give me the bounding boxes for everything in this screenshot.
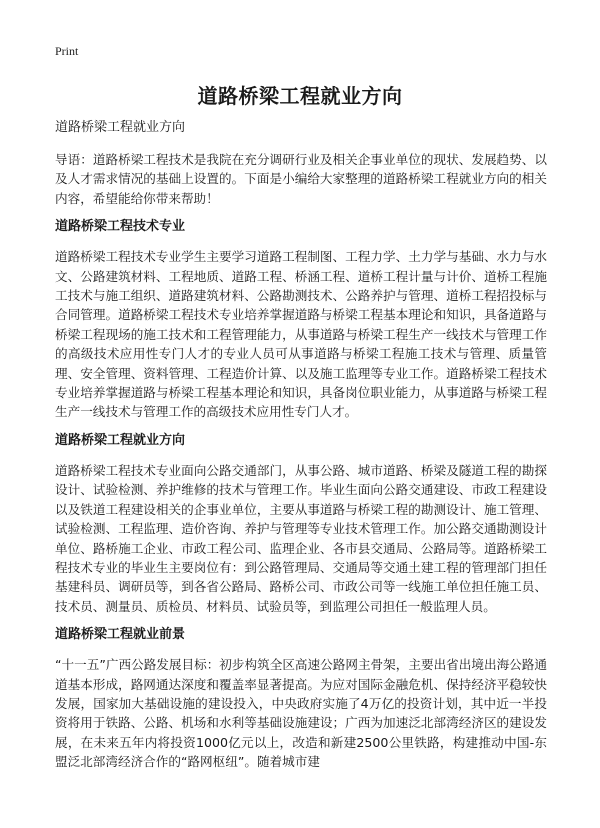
section-paragraph: “十一五”广西公路发展目标：初步构筑全区高速公路网主骨架，主要出省出境出海公路通道基本形成，路网通达深度和覆盖率显著提高。为应对国际金融危机、保持经济平稳较快发展，国家加大基础设施的建设投入，中央政府实施了4万亿的投资计划，其中近一半投资将用于铁路、公路、机场和水利等基础设施建设；广西为加速泛北部湾经济区的建设发展，在未来五年内将投资1000亿元以上，改造和新建2500公里铁路，构建推动中国-东盟泛北部湾经济合作的“路网枢纽”。随着城市建 [55, 657, 547, 770]
document-body [55, 118, 547, 781]
print-link[interactable]: Print [55, 44, 79, 58]
section-employment-direction [55, 431, 547, 616]
section-employment-prospects [55, 625, 547, 771]
section-heading: 道路桥梁工程技术专业 [55, 219, 186, 235]
intro-paragraph: 导语：道路桥梁工程技术是我院在充分调研行业及相关企事业单位的现状、发展趋势、以及人才需求情况的基础上设置的。下面是小编给大家整理的道路桥梁工程就业方向的相关内容，希望能给你带来帮助！ [55, 152, 547, 206]
section-heading: 道路桥梁工程就业前景 [55, 627, 186, 643]
document-subtitle: 道路桥梁工程就业方向 [55, 120, 186, 135]
section-heading: 道路桥梁工程就业方向 [55, 432, 186, 448]
section-paragraph: 道路桥梁工程技术专业学生主要学习道路工程制图、工程力学、土力学与基础、水力与水文、公路建筑材料、工程地质、道路工程、桥涵工程、道桥工程计量与计价、道桥工程施工技术与施工组织、道路建筑材料、公路勘测技术、公路养护与管理、道桥工程招投标与合同管理。道路桥梁工程技术专业培养掌握道路与桥梁工程基本理论和知识，具备道路与桥梁工程现场的施工技术和工程管理能力，从事道路与桥梁工程生产一线技术与管理工作的高级技术应用性专门人才的专业人员可从事道路与桥梁工程施工技术与管理、质量管理、安全管理、资料管理、工程造价计算、以及施工监理等专业工作。道路桥梁工程技术专业培养掌握道路与桥梁工程基本理论和知识，具备岗位职业能力，从事道路与桥梁工程生产一线技术与管理工作的高级技术应用性专门人才。 [55, 249, 547, 420]
section-major [55, 217, 547, 422]
section-paragraph: 道路桥梁工程技术专业面向公路交通部门，从事公路、城市道路、桥梁及隧道工程的勘探设计、试验检测、养护维修的技术与管理工作。毕业生面向公路交通建设、市政工程建设以及铁道工程建设相关的企事业单位，主要从事道路与桥梁工程的勘测设计、施工管理、试验检测、工程监理、造价咨询、养护与管理等专业技术管理工作。加公路交通勘测设计单位、路桥施工企业、市政工程公司、监理企业、各市县交通局、公路局等。道路桥梁工程技术专业的毕业生主要岗位有：到公路管理局、交通局等交通土建工程的管理部门担任基建科员、调研员等，到各省公路局、路桥公司、市政公司等一线施工单位担任施工员、技术员、测量员、质检员、材料员、试验员等，到监理公司担任一般监理人员。 [55, 462, 547, 614]
page-title: 道路桥梁工程就业方向 [197, 84, 403, 108]
